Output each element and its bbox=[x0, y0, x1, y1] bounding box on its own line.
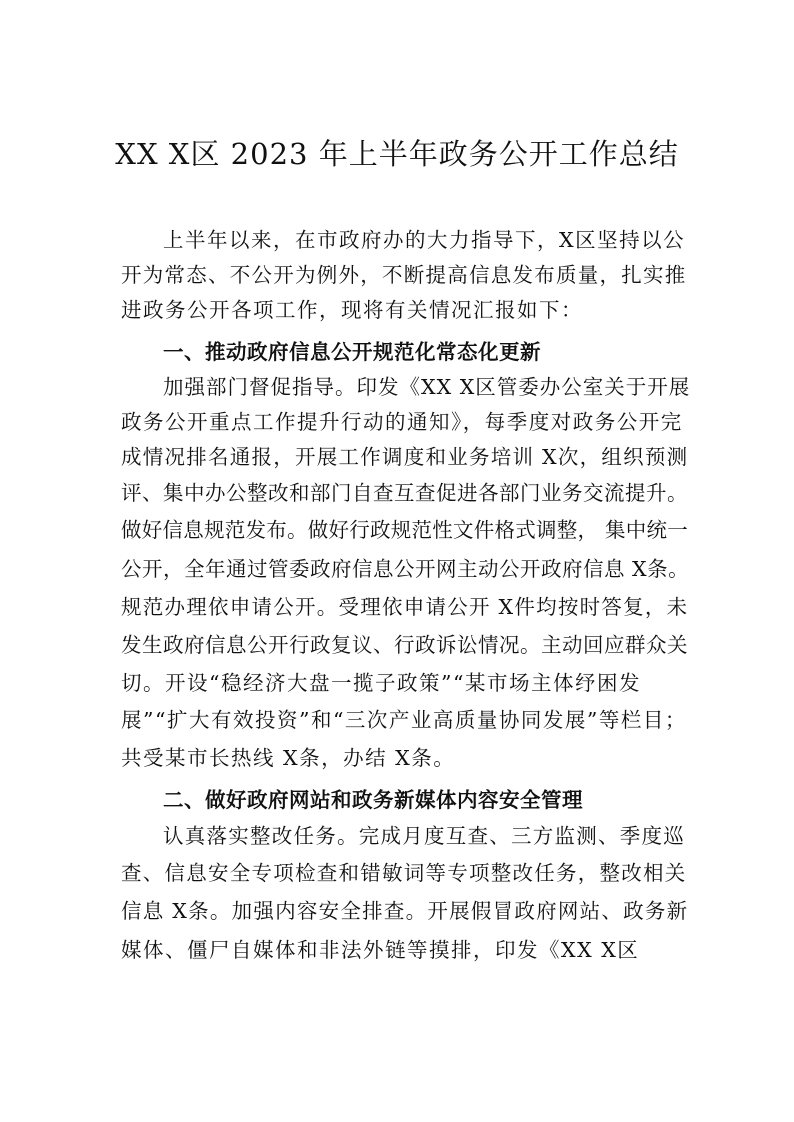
paragraph-line: 展”“扩大有效投资”和“三次产业高质量协同发展”等栏目； bbox=[121, 708, 687, 732]
paragraph-line: 公开，全年通过管委政府信息公开网主动公开政府信息 X条。 bbox=[121, 557, 690, 581]
paragraph-line: 进政务公开各项工作，现将有关情况汇报如下： bbox=[121, 298, 583, 322]
paragraph-line: 共受某市长热线 X条，办结 X条。 bbox=[121, 746, 456, 770]
paragraph-line: 开为常态、不公开为例外，不断提高信息发布质量，扎实推 bbox=[121, 263, 687, 287]
paragraph-line: 信息 X条。加强内容安全排查。开展假冒政府网站、政务新 bbox=[121, 899, 689, 923]
paragraph-line: 政务公开重点工作提升行动的通知》，每季度对政务公开完 bbox=[121, 410, 683, 434]
paragraph-line: 评、集中办公整改和部门自查互查促进各部门业务交流提升。 bbox=[121, 481, 688, 505]
paragraph-line: 做好信息规范发布。做好行政规范性文件格式调整， 集中统一 bbox=[121, 518, 689, 542]
paragraph-line: 加强部门督促指导。印发《XX X区管委办公室关于开展 bbox=[163, 375, 691, 399]
section-heading-2: 二、做好政府网站和政务新媒体内容安全管理 bbox=[163, 788, 583, 812]
paragraph-line: 发生政府信息公开行政复议、行政诉讼情况。主动回应群众关 bbox=[121, 633, 688, 657]
section-heading-1: 一、推动政府信息公开规范化常态化更新 bbox=[163, 340, 541, 364]
paragraph-line: 成情况排名通报，开展工作调度和业务培训 X次，组织预测 bbox=[121, 445, 689, 469]
paragraph-line: 上半年以来，在市政府办的大力指导下，X区坚持以公 bbox=[163, 228, 686, 252]
document-title: XX X区 2023 年上半年政务公开工作总结 bbox=[115, 137, 679, 171]
paragraph-line: 规范办理依申请公开。受理依申请公开 X件均按时答复，未 bbox=[121, 595, 689, 619]
paragraph-line: 查、信息安全专项检查和错敏词等专项整改任务，整改相关 bbox=[121, 861, 687, 885]
paragraph-line: 认真落实整改任务。完成月度互查、三方监测、季度巡 bbox=[163, 824, 685, 848]
paragraph-line: 媒体、僵尸自媒体和非法外链等摸排，印发《XX X区 bbox=[121, 938, 640, 962]
paragraph-line: 切。开设“稳经济大盘一揽子政策”“某市场主体纾困发 bbox=[121, 671, 641, 695]
